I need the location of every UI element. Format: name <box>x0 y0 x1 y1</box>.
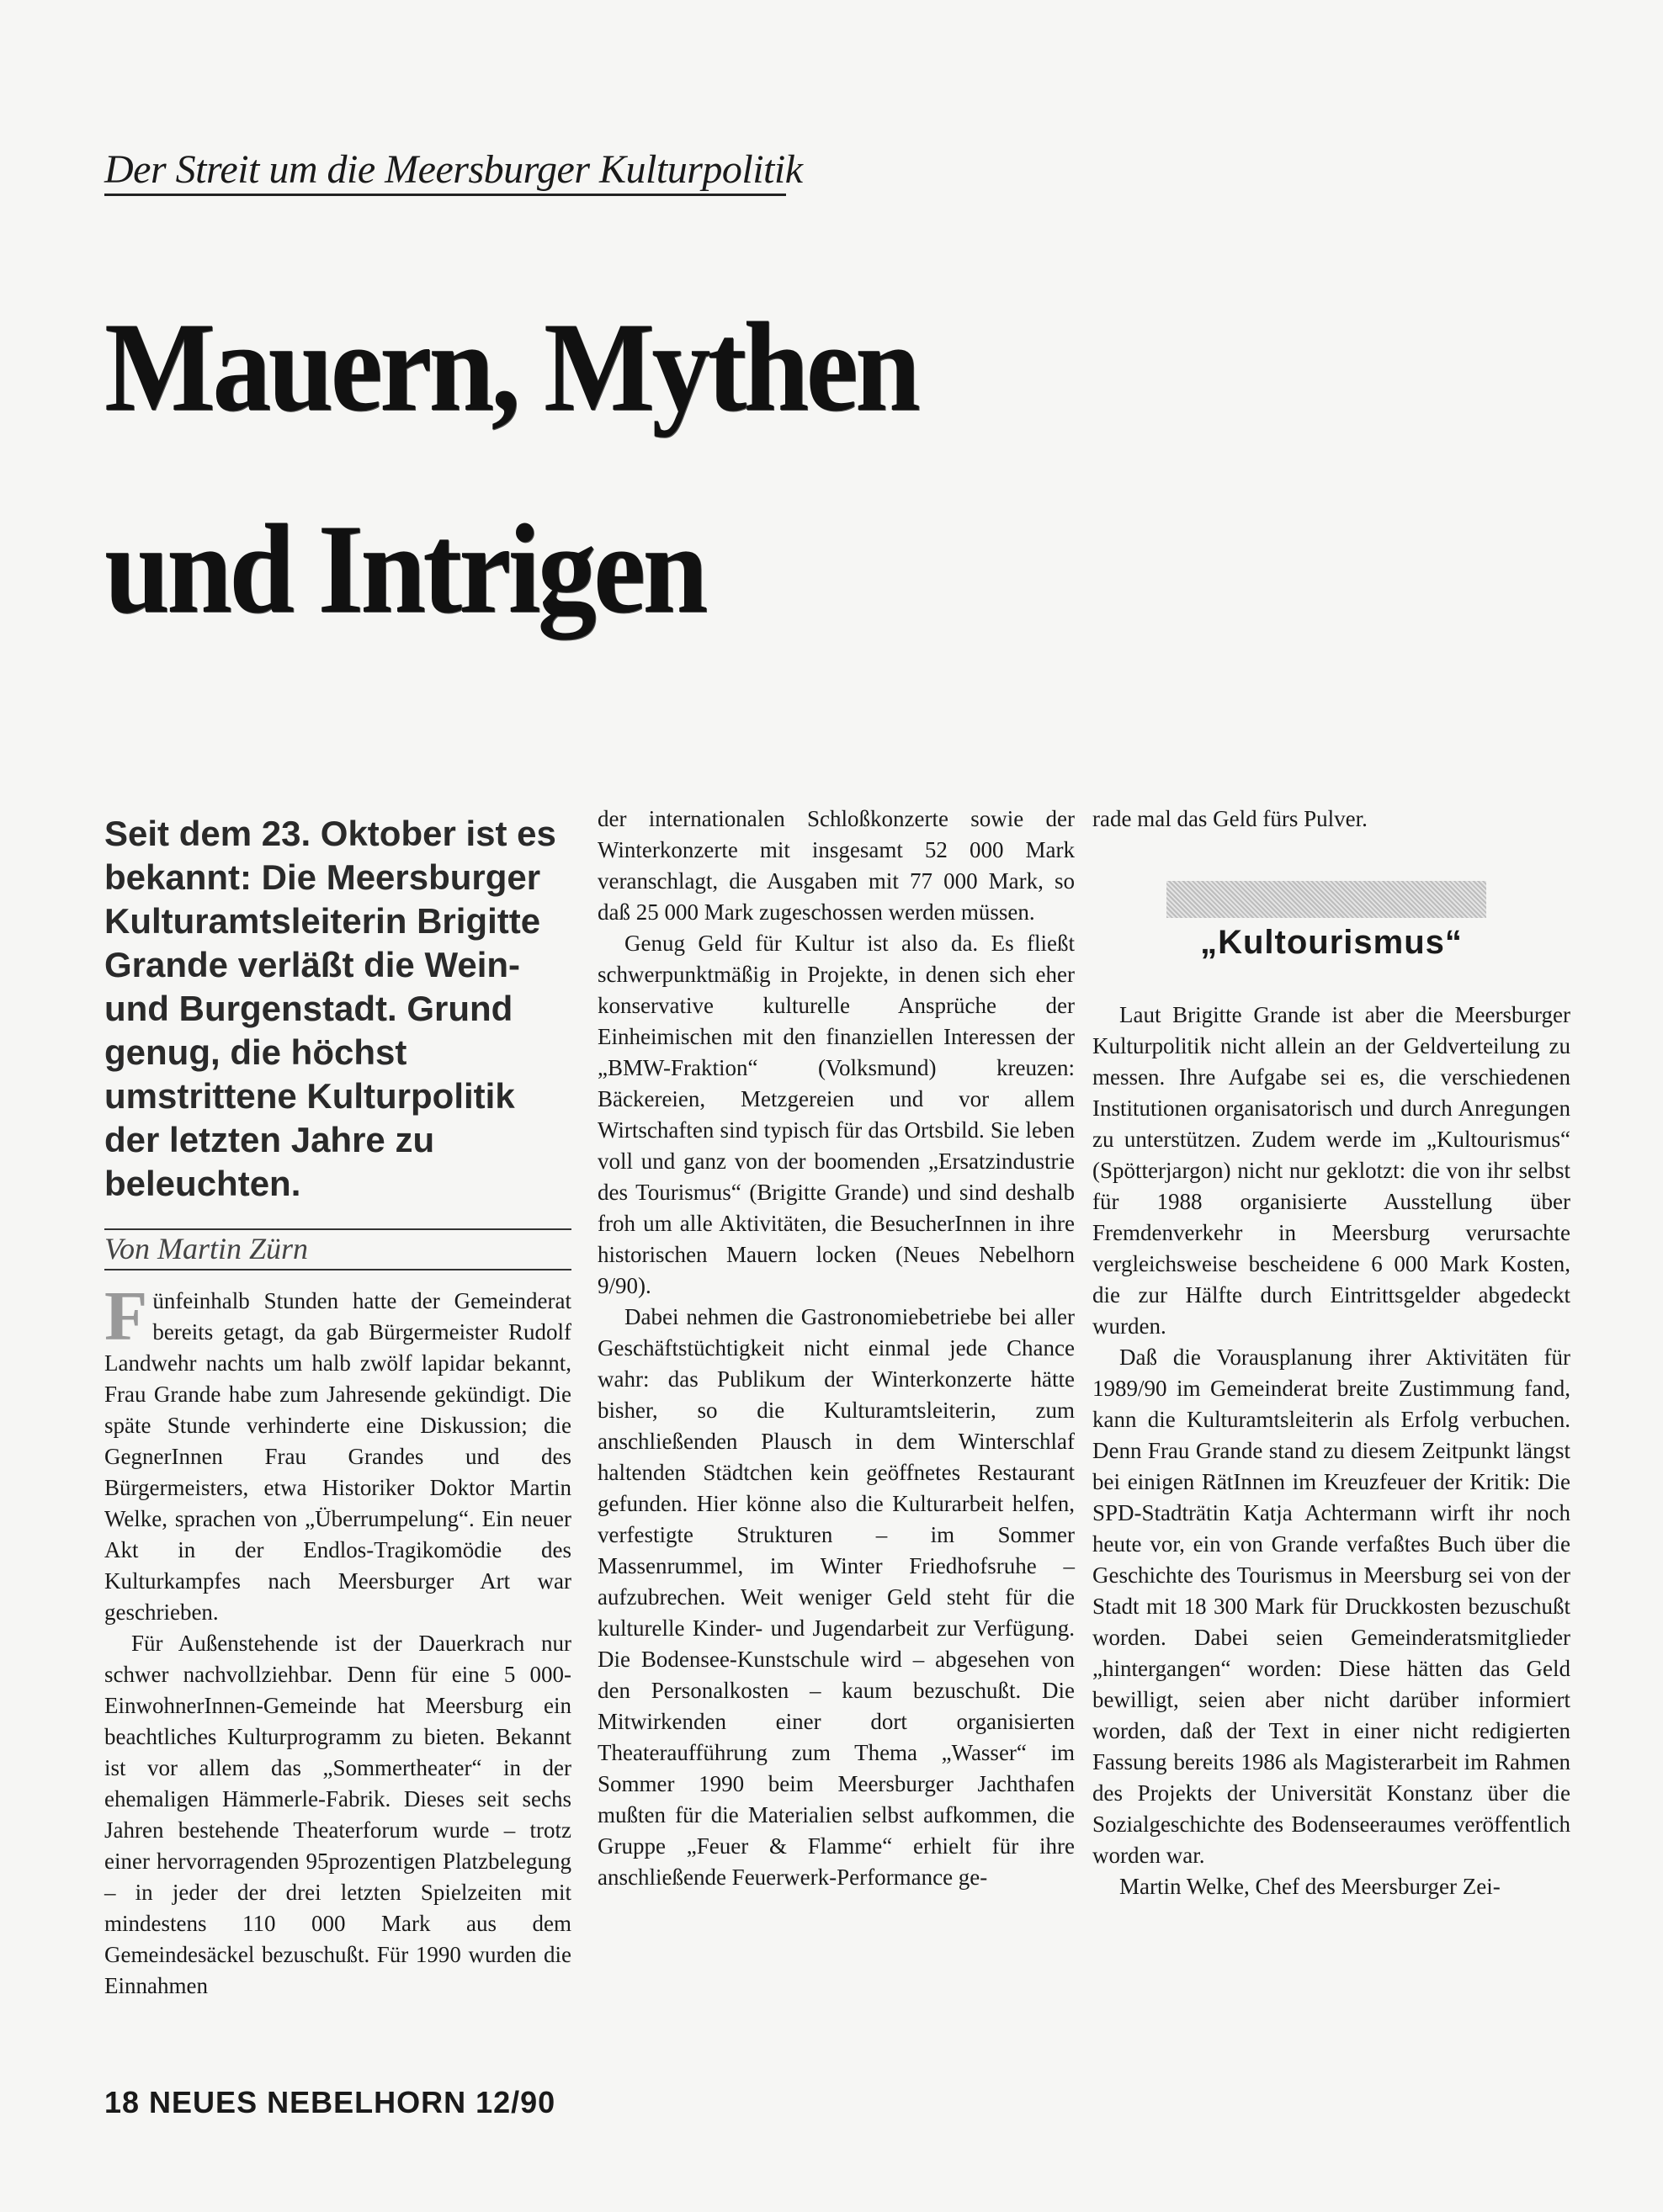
article-column-1 <box>104 1277 571 2002</box>
byline-rule-top <box>104 1228 571 1230</box>
subhead-shaded-bar <box>1166 881 1486 918</box>
kicker-underline <box>104 194 786 196</box>
paragraph-6: rade mal das Geld fürs Pulver. <box>1092 806 1368 831</box>
paragraph-3: der internationalen Schloßkonzerte sowie der Winterkonzerte mit insgesamt 52 000 Mark veranschlagt, die Ausgaben mit 77 000 Mark, so daß 25 000 Mark zugeschossen werden müssen. <box>598 806 1075 925</box>
paragraph-7: Laut Brigitte Grande ist aber die Meersburger Kulturpolitik nicht allein an der Geldverteilung zu messen. Ihre Aufgabe sei es, die verschiedenen Institutionen organisatorisch und durch Anregungen zu unterstützen. Zudem werde im „Kultourismus“ (Spötterjargon) nicht nur geklotzt: die von ihr selbst für 1988 organisierte Ausstellung über Fremdenverkehr in Meersburg verursachte vergleichsweise bescheidene 6 000 Mark Kosten, die zur Hälfte durch Eintrittsgelder abgedeckt wurden. <box>1092 1002 1570 1339</box>
byline: Von Martin Zürn <box>104 1232 309 1265</box>
paragraph-8: Daß die Vorausplanung ihrer Aktivitäten für 1989/90 im Gemeinderat breite Zustimmung fand, kann die Kulturamtsleiterin als Erfolg verbuchen. Denn Frau Grande stand zu diesem Zeitpunkt längst bei einigen RätInnen im Kreuzfeuer der Kritik: Die SPD-Stadträtin Katja Achtermann wirft ihr noch heute vor, ein von Grande verfaßtes Buch über die Geschichte des Tourismus in Meersburg sei von der Stadt mit 18 300 Mark für Druckkosten bezuschußt worden. Dabei seien Gemeinderatsmitglieder „hintergangen“ worden: Diese hätten das Geld bewilligt, seien aber nicht darüber informiert worden, daß der Text in einer nicht redigierten Fassung bereits 1986 als Magisterarbeit im Rahmen des Projekts der Universität Konstanz über die Sozialgeschichte des Bodenseeraumes veröffentlich worden war. <box>1092 1345 1570 1868</box>
lede: Seit dem 23. Oktober ist es bekannt: Die Meersburger Kulturamtsleiterin Brigitte Grande verläßt die Wein- und Burgenstadt. Grund genug, die höchst umstrittene Kulturpolitik der letzten Jahre zu beleuchten. <box>104 814 556 1203</box>
byline-rule-bottom <box>104 1269 571 1270</box>
article-column-3-continued <box>1092 1000 1570 1902</box>
headline-line-1: Mauern, Mythen <box>104 296 918 438</box>
paragraph-2: Für Außenstehende ist der Dauerkrach nur schwer nachvollziehbar. Denn für eine 5 000-EinwohnerInnen-Gemeinde hat Meersburg ein beachtliches Kulturprogramm zu bieten. Bekannt ist vor allem das „Sommertheater“ in der ehemaligen Hämmerle-Fabrik. Dieses seit sechs Jahren bestehende Theaterforum wurde – trotz einer hervorragenden 95prozentigen Platzbelegung – in jeder der drei letzten Spielzeiten mit mindestens 110 000 Mark aus dem Gemeindesäckel bezuschußt. Für 1990 wurden die Einnahmen <box>104 1631 571 1998</box>
article-column-3 <box>1092 804 1570 835</box>
drop-cap: F <box>104 1277 148 1355</box>
paragraph-9: Martin Welke, Chef des Meersburger Zei- <box>1119 1874 1501 1899</box>
paragraph-5: Dabei nehmen die Gastronomiebetriebe bei aller Geschäftstüchtigkeit nicht einmal jede Chance wahr: das Publikum der Winterkonzerte hätte bisher, so die Kulturamtsleiterin, zum anschließenden Plausch in dem Winterschlaf haltenden Städtchen kein geöffnetes Restaurant gefunden. Hier könne also die Kulturarbeit helfen, verfestigte Strukturen – im Sommer Massenrummel, im Winter Friedhofsruhe – aufzubrechen. Weit weniger Geld steht für die kulturelle Kinder- und Jugendarbeit zur Verfügung. Die Bodensee-Kunstschule wird – abgesehen von den Personalkosten – kaum bezuschußt. Die Mitwirkenden einer dort organisierten Theateraufführung zum Thema „Wasser“ im Sommer 1990 beim Meersburger Jachthafen mußten für die Materialien selbst aufkommen, die Gruppe „Feuer & Flamme“ erhielt für ihre anschließende Feuerwerk-Performance ge- <box>598 1304 1075 1890</box>
subhead: „Kultourismus“ <box>1200 924 1463 961</box>
page-footer: 18 NEUES NEBELHORN 12/90 <box>104 2085 556 2119</box>
paragraph-1 <box>104 1277 571 1628</box>
article-column-2 <box>598 804 1075 1893</box>
paragraph-1-text: ünfeinhalb Stunden hatte der Gemeinderat bereits getagt, da gab Bürgermeister Rudolf Landwehr nachts um halb zwölf lapidar bekannt, Frau Grande habe zum Jahresende gekündigt. Die späte Stunde verhinderte eine Diskussion; die GegnerInnen Frau Grandes und des Bürgermeisters, etwa Historiker Doktor Martin Welke, sprachen von „Überrumpelung“. Ein neuer Akt in der Endlos-Tragikomödie des Kulturkampfes nach Meersburger Art war geschrieben. <box>104 1288 571 1625</box>
paragraph-4: Genug Geld für Kultur ist also da. Es fließt schwerpunktmäßig in Projekte, in denen sich eher konservative kulturelle Ansprüche der Einheimischen mit den finanziellen Interessen der „BMW-Fraktion“ (Volksmund) kreuzen: Bäckereien, Metzgereien und vor allem Wirtschaften sind typisch für das Ortsbild. Sie leben voll und ganz von der boomenden „Ersatzindustrie des Tourismus“ (Brigitte Grande) und sind deshalb froh um alle Aktivitäten, die BesucherInnen in ihre historischen Mauern locken (Neues Nebelhorn 9/90). <box>598 931 1075 1298</box>
kicker: Der Streit um die Meersburger Kulturpolitik <box>104 147 803 192</box>
headline-line-2: und Intrigen <box>104 498 705 639</box>
